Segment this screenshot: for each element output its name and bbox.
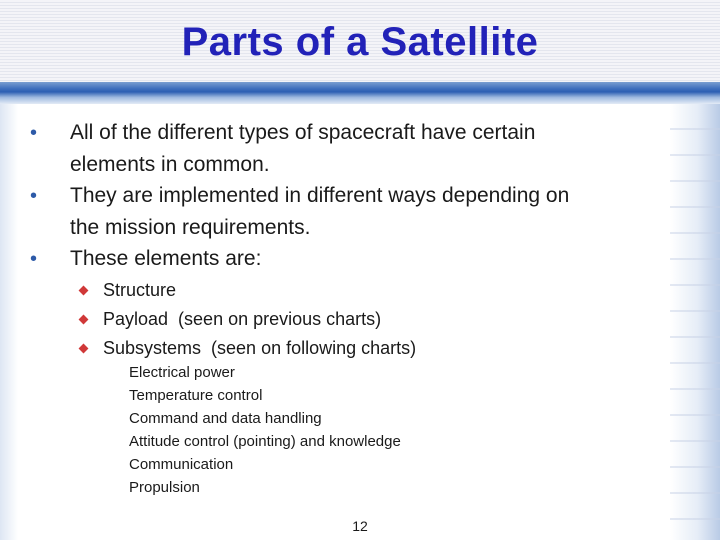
- bullet-text: [70, 243, 670, 275]
- bullet-text: [70, 180, 670, 244]
- subsystem-item: Propulsion: [129, 479, 200, 496]
- sub-bullet-text: Subsystems (seen on following charts): [103, 338, 417, 358]
- bullet-dot-icon: •: [30, 122, 38, 144]
- bullet-line: All of the different types of spacecraft have certain: [70, 121, 536, 144]
- sub-bullet-text: Structure: [103, 280, 177, 300]
- bullet-text: [70, 117, 670, 181]
- subsystem-item: Electrical power: [129, 364, 235, 381]
- subsystem-item: Temperature control: [129, 387, 263, 404]
- bullet-dot-icon: •: [30, 185, 38, 207]
- subsystem-item: Attitude control (pointing) and knowledge: [129, 433, 401, 450]
- page-number: 12: [352, 518, 368, 534]
- bullet-line: They are implemented in different ways depending on: [70, 184, 570, 207]
- subsystem-item: Communication: [129, 456, 234, 473]
- bullet-line: These elements are:: [70, 247, 262, 270]
- slide-title: Parts of a Satellite: [181, 20, 539, 64]
- diamond-bullet-icon: [79, 286, 89, 296]
- sub-bullet-text: Payload (seen on previous charts): [103, 309, 382, 329]
- bullet-line: elements in common.: [70, 153, 270, 176]
- subsystem-item: Command and data handling: [129, 410, 322, 427]
- bullet-dot-icon: •: [30, 248, 38, 270]
- diamond-bullet-icon: [79, 315, 89, 325]
- diamond-bullet-icon: [79, 344, 89, 354]
- bullet-line: the mission requirements.: [70, 216, 311, 239]
